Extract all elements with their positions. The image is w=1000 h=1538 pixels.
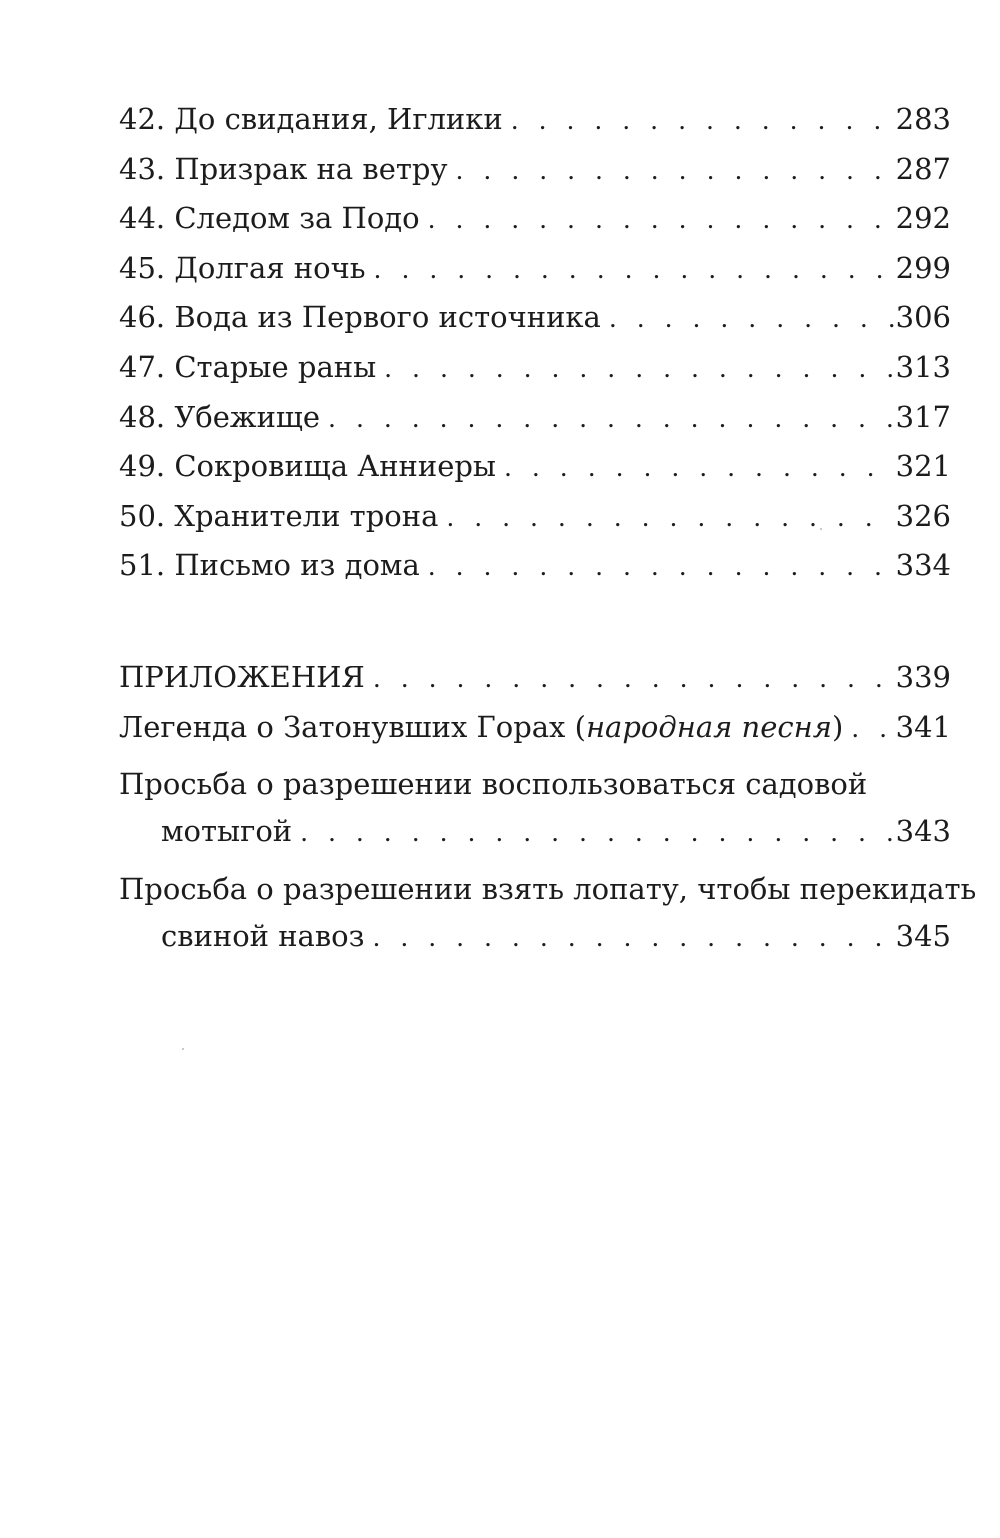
page-number: 321 <box>895 449 951 484</box>
toc-entry <box>119 442 951 492</box>
page-number: 345 <box>895 918 951 953</box>
toc-entry <box>119 492 951 542</box>
dot-leader <box>300 808 894 858</box>
toc-entry <box>119 244 951 294</box>
page-number: 292 <box>895 201 951 236</box>
chapter-title: 49. Сокровища Анниеры <box>119 449 497 484</box>
appendix-title-main: Легенда о Затонувших Горах ( <box>119 709 586 744</box>
page-number: 306 <box>895 300 951 335</box>
chapter-title: 44. Следом за Подо <box>119 201 420 236</box>
chapter-title: 50. Хранители трона <box>119 498 439 533</box>
chapter-title: 43. Призрак на ветру <box>119 151 448 186</box>
dot-leader <box>373 654 894 704</box>
appendix-entry <box>119 703 951 753</box>
toc-entry <box>119 145 951 195</box>
page-number: 299 <box>895 250 951 285</box>
appendix-heading-entry <box>119 653 951 703</box>
page-number: 283 <box>895 102 951 136</box>
toc-entry <box>119 541 951 591</box>
appendix-title <box>119 703 843 753</box>
toc-entry <box>119 95 951 145</box>
toc-entry <box>119 194 951 244</box>
appendix-title-line2: свиной навоз <box>161 918 365 953</box>
page-number: 326 <box>895 498 951 533</box>
entry-gap <box>119 857 951 867</box>
appendix-heading: ПРИЛОЖЕНИЯ <box>119 659 365 694</box>
appendix-title-end: ) <box>831 709 844 744</box>
appendix-title-line1: Просьба о разрешении взять лопату, чтобы перекидать <box>119 871 977 906</box>
chapter-title: 46. Вода из Первого источника <box>119 300 601 335</box>
section-gap <box>119 591 951 653</box>
dot-leader <box>374 245 894 295</box>
dot-leader <box>328 394 894 444</box>
toc-entry <box>119 293 951 343</box>
page-number: 343 <box>895 814 951 849</box>
dot-leader <box>384 344 893 394</box>
dot-leader <box>511 96 894 146</box>
dot-leader <box>851 704 893 754</box>
dot-leader <box>372 913 893 963</box>
table-of-contents <box>119 95 977 961</box>
appendix-title-italic: народная песня <box>585 709 832 744</box>
dot-leader <box>428 195 894 245</box>
appendix-entry <box>119 912 951 962</box>
appendix-title-line2: мотыгой <box>161 814 293 849</box>
chapter-title: 42. До свидания, Иглики <box>119 102 503 136</box>
page-number: 341 <box>895 709 951 744</box>
appendix-entry <box>119 807 951 857</box>
dot-leader <box>456 146 894 196</box>
toc-entry <box>119 393 951 443</box>
paper-speck <box>182 1048 184 1050</box>
chapter-title: 51. Письмо из дома <box>119 548 420 583</box>
chapter-title: 48. Убежище <box>119 399 321 434</box>
appendix-title-line1: Просьба о разрешении воспользоваться садовой <box>119 767 868 802</box>
page-number: 287 <box>895 151 951 186</box>
paper-speck <box>820 528 822 530</box>
dot-leader <box>428 542 894 592</box>
dot-leader <box>504 443 894 493</box>
chapter-title: 47. Старые раны <box>119 349 377 384</box>
dot-leader <box>609 294 894 344</box>
page-number: 339 <box>895 659 951 694</box>
entry-gap <box>119 752 951 762</box>
dot-leader <box>446 493 893 543</box>
chapter-title: 45. Долгая ночь <box>119 250 366 285</box>
toc-entry <box>119 343 951 393</box>
page-number: 334 <box>895 548 951 583</box>
page-number: 313 <box>895 349 951 384</box>
page-number: 317 <box>895 399 951 434</box>
